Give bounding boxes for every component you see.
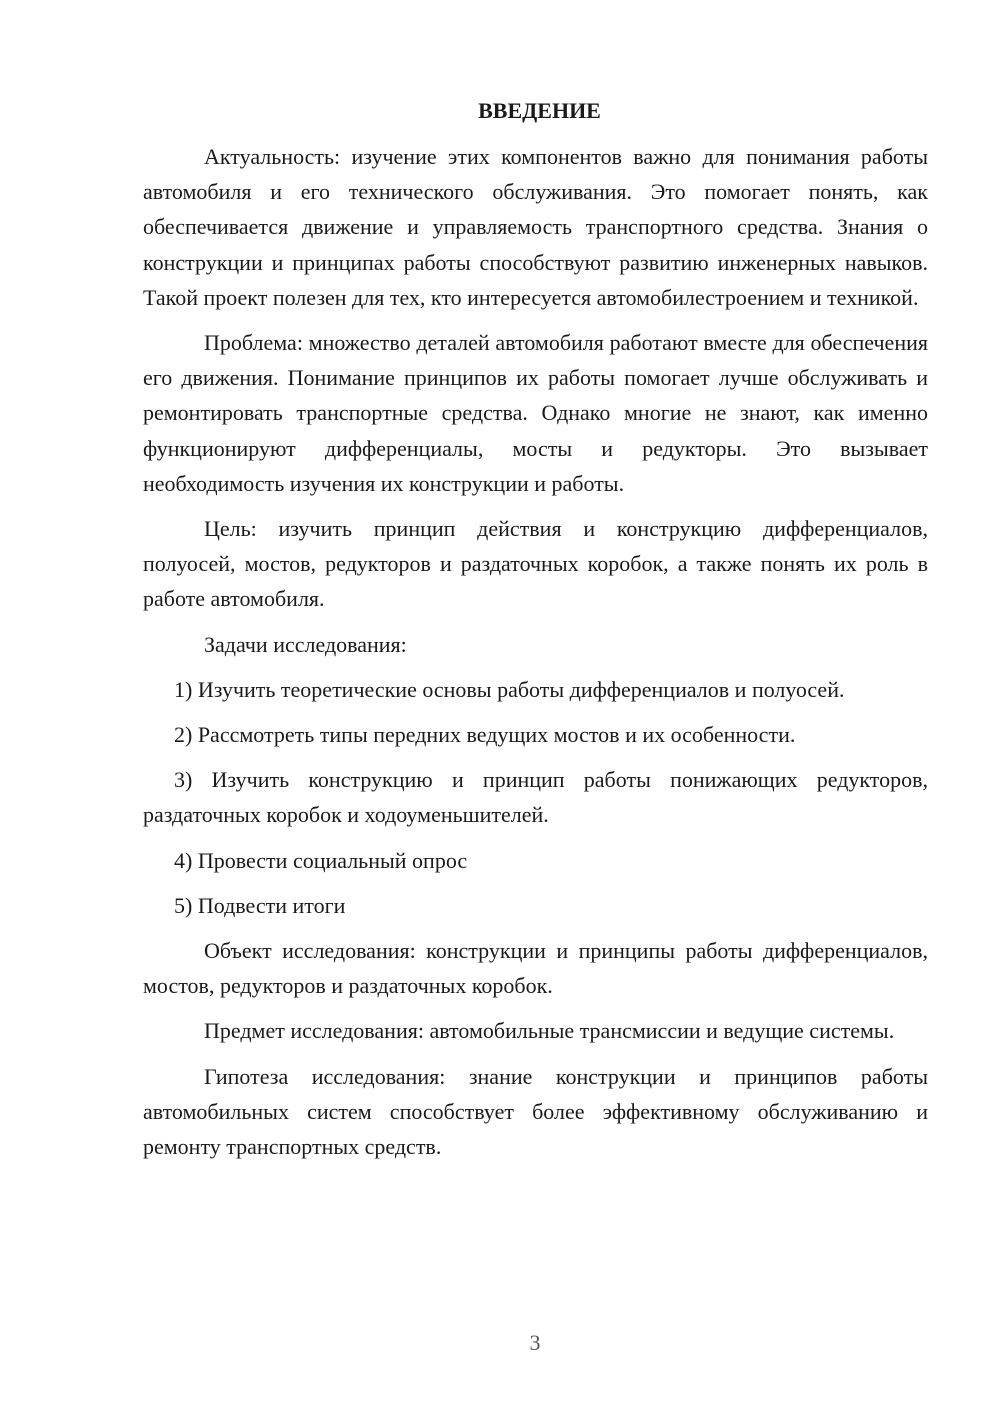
paragraph-relevance: Актуальность: изучение этих компонентов важно для понимания работы автомобиля и его технического обслуживания. Это помогает понять, как обеспечивается движение и управляемость транспортного средства. Знания о конструкции и принципах работы способствуют развитию инженерных навыков. Такой проект полезен для тех, кто интересуется автомобилестроением и техникой. bbox=[143, 144, 928, 310]
page-content bbox=[143, 95, 928, 1174]
paragraph-problem: Проблема: множество деталей автомобиля работают вместе для обеспечения его движения. Понимание принципов их работы помогает лучше обслуживать и ремонтировать транспортные средства. Однако многие не знают, как именно функционируют дифференциалы, мосты и редукторы. Это вызывает необходимость изучения их конструкции и работы. bbox=[143, 330, 928, 496]
task-item-4: 4) Провести социальный опрос bbox=[174, 847, 468, 873]
task-item-5: 5) Подвести итоги bbox=[174, 892, 346, 918]
task-item-3: 3) Изучить конструкцию и принцип работы понижающих редукторов, раздаточных коробок и ходоуменьшителей. bbox=[143, 767, 928, 828]
task-item-2: 2) Рассмотреть типы передних ведущих мостов и их особенности. bbox=[174, 722, 796, 748]
page-number: 3 bbox=[529, 1330, 541, 1355]
paragraph-object: Объект исследования: конструкции и принципы работы дифференциалов, мостов, редукторов и раздаточных коробок. bbox=[143, 938, 928, 999]
paragraph-subject: Предмет исследования: автомобильные трансмиссии и ведущие системы. bbox=[204, 1018, 895, 1044]
paragraph-goal: Цель: изучить принцип действия и конструкцию дифференциалов, полуосей, мостов, редукторов и раздаточных коробок, а также понять их роль в работе автомобиля. bbox=[143, 516, 928, 612]
section-title: ВВЕДЕНИЕ bbox=[478, 98, 601, 123]
tasks-heading: Задачи исследования: bbox=[204, 631, 407, 657]
paragraph-hypothesis: Гипотеза исследования: знание конструкции и принципов работы автомобильных систем способствует более эффективному обслуживанию и ремонту транспортных средств. bbox=[143, 1063, 928, 1160]
task-item-1: 1) Изучить теоретические основы работы дифференциалов и полуосей. bbox=[174, 676, 845, 702]
